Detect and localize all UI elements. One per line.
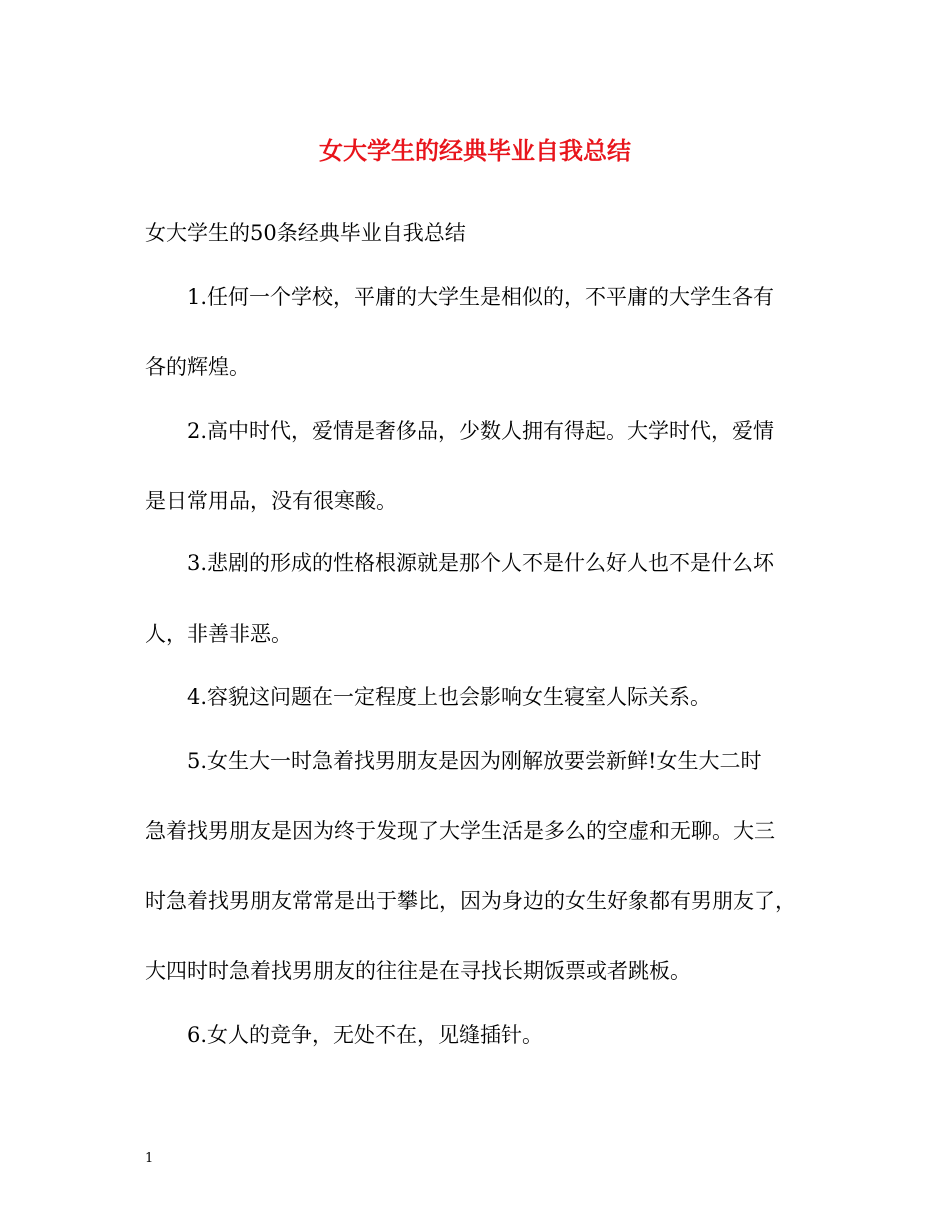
paragraph-line: 大四时时急着找男朋友的往往是在寻找长期饭票或者跳板。 (145, 959, 691, 983)
paragraph-line: 2.高中时代，爱情是奢侈品，少数人拥有得起。大学时代，爱情 (187, 419, 775, 443)
paragraph-line: 5.女生大一时急着找男朋友是因为刚解放要尝新鲜!女生大二时 (187, 749, 762, 773)
page-number: 1 (145, 1151, 154, 1166)
paragraph-line: 时急着找男朋友常常是出于攀比，因为身边的女生好象都有男朋友了， (145, 889, 796, 913)
paragraph-line: 急着找男朋友是因为终于发现了大学生活是多么的空虚和无聊。大三 (145, 819, 775, 843)
paragraph-line: 人，非善非恶。 (145, 622, 292, 646)
paragraph-line: 是日常用品，没有很寒酸。 (145, 489, 397, 513)
document-subtitle: 女大学生的50条经典毕业自我总结 (145, 221, 466, 245)
paragraph-line: 各的辉煌。 (145, 355, 250, 379)
paragraph-line: 1.任何一个学校，平庸的大学生是相似的，不平庸的大学生各有 (187, 285, 775, 309)
paragraph-line: 3.悲剧的形成的性格根源就是那个人不是什么好人也不是什么坏 (187, 551, 775, 575)
document-title: 女大学生的经典毕业自我总结 (319, 136, 631, 165)
paragraph-line: 4.容貌这问题在一定程度上也会影响女生寝室人际关系。 (187, 685, 712, 709)
paragraph-line: 6.女人的竞争，无处不在，见缝插针。 (187, 1023, 544, 1047)
